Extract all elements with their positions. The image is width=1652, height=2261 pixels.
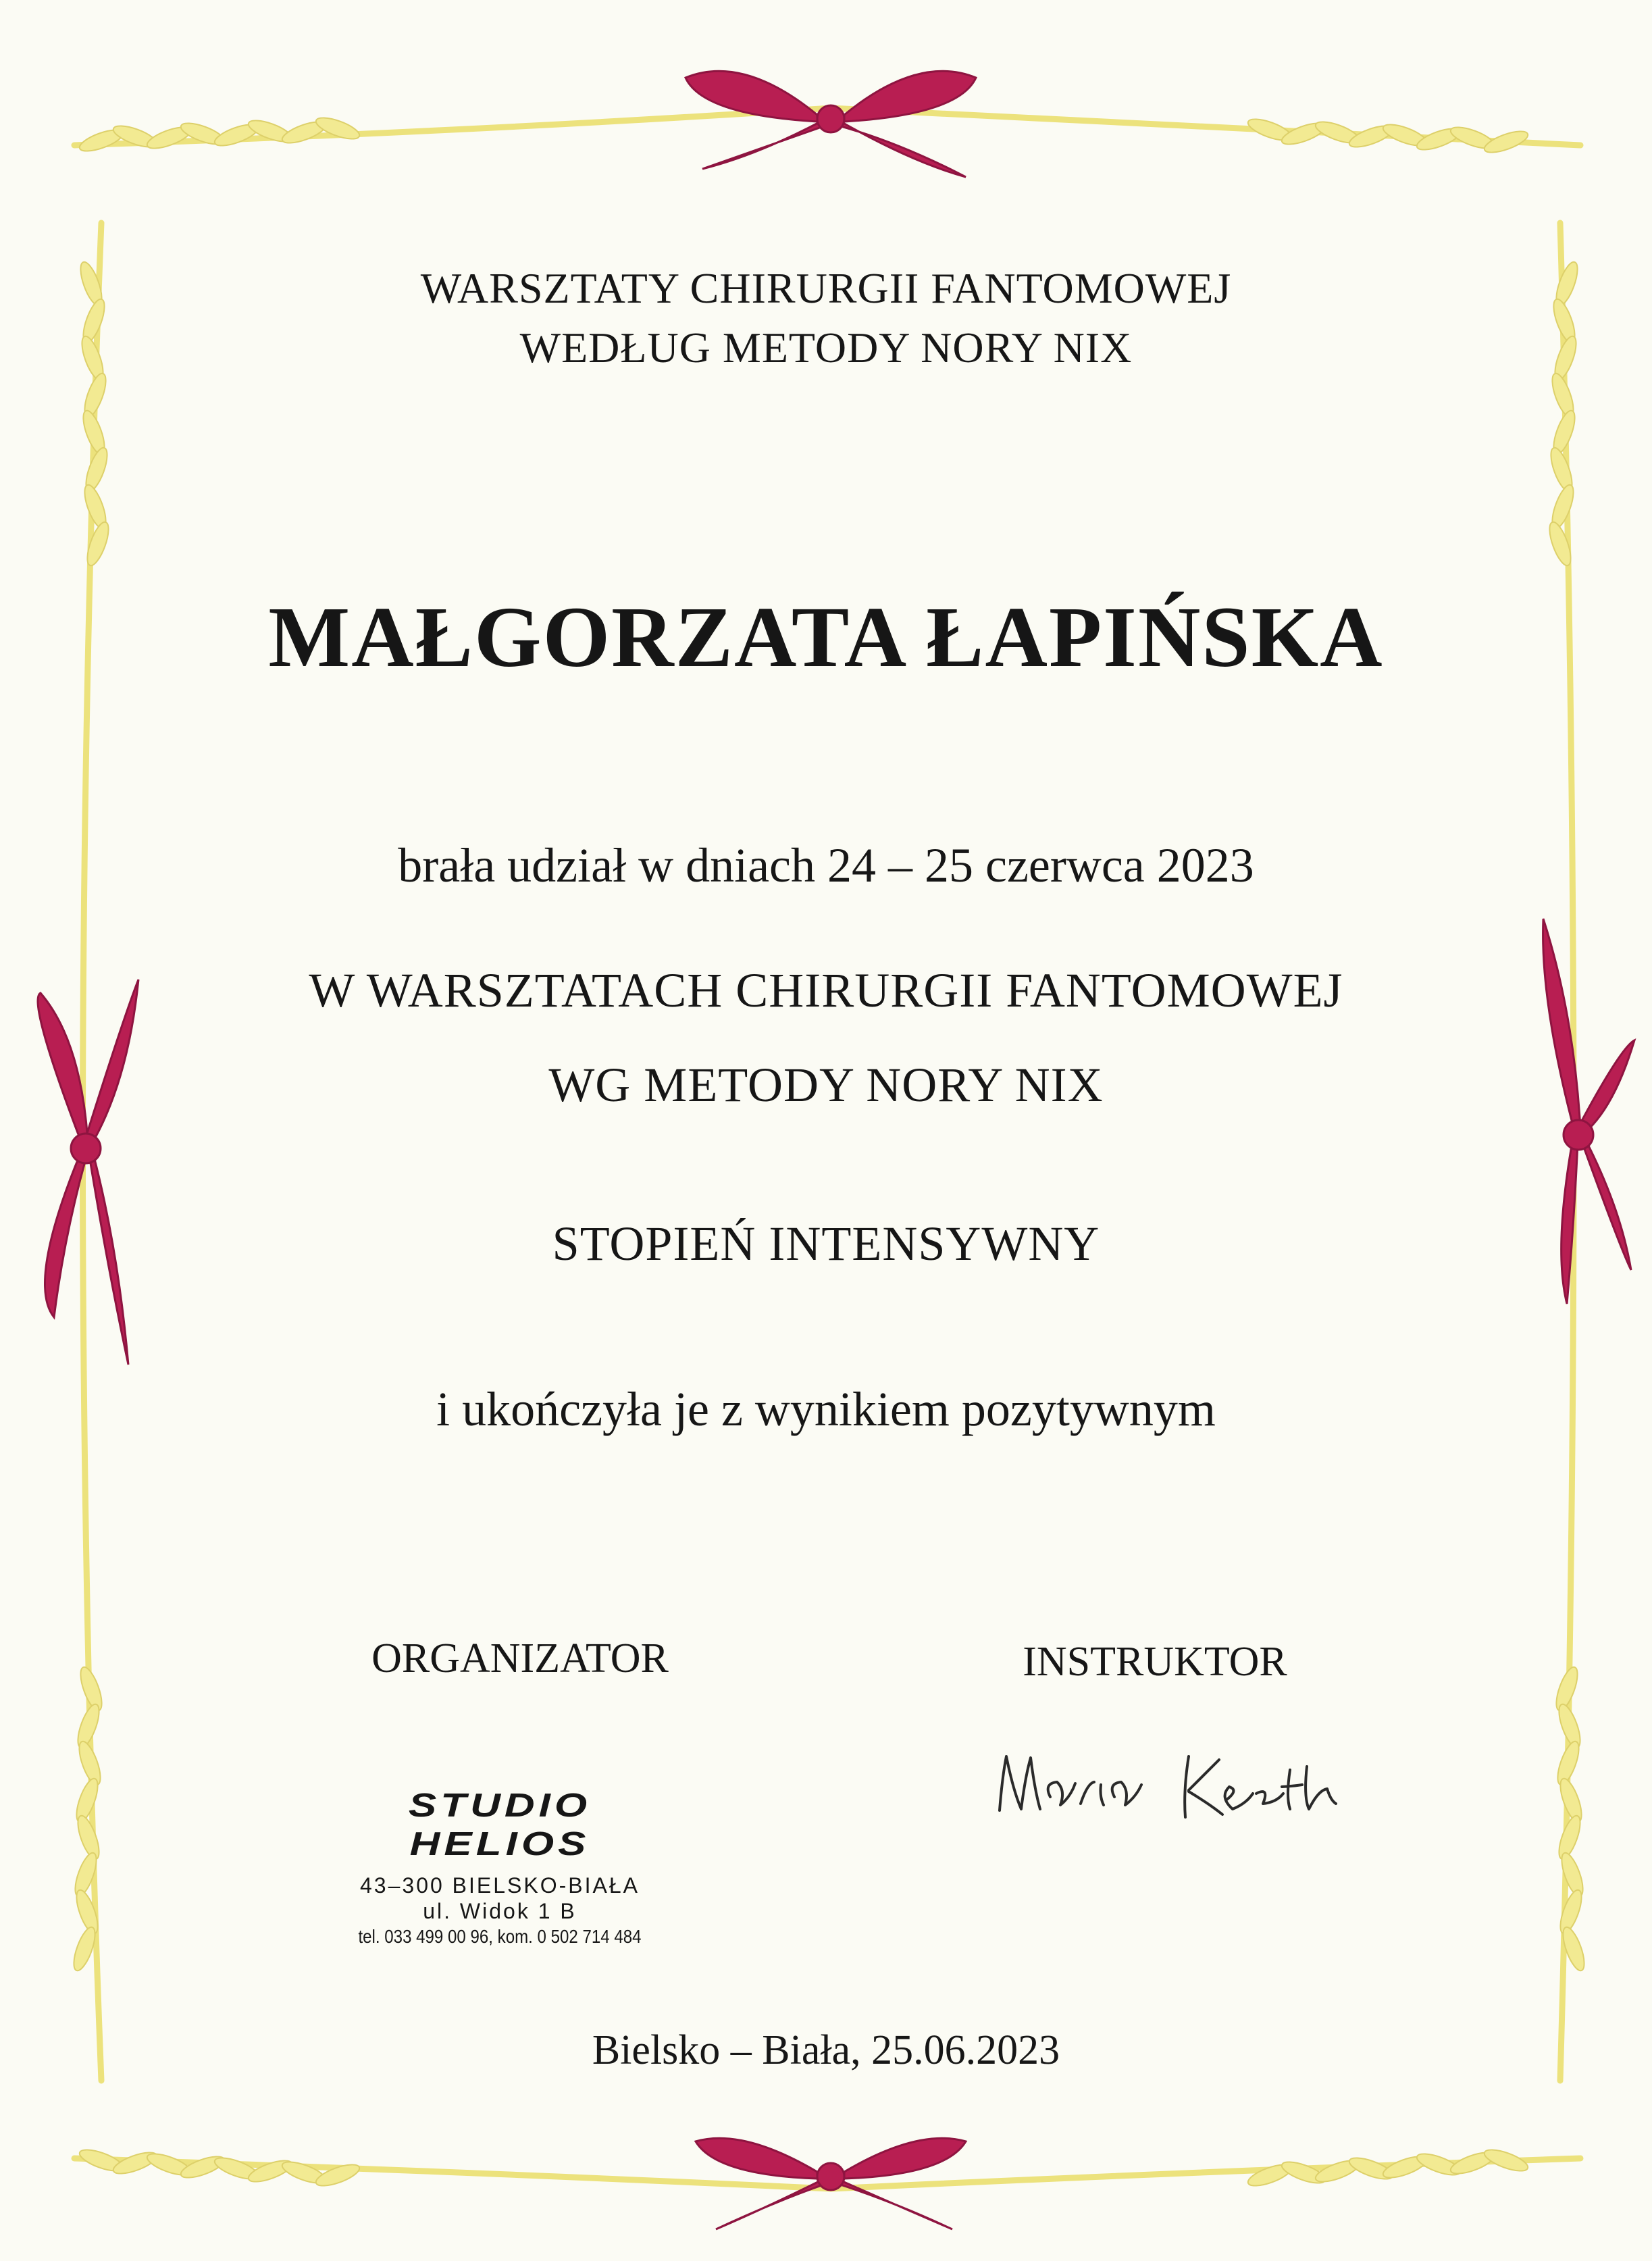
level-text: STOPIEŃ INTENSYWNY <box>552 1217 1100 1271</box>
wheat-ear-top-right <box>1245 115 1530 157</box>
stamp-city: 43–300 BIELSKO-BIAŁA <box>360 1873 640 1898</box>
recipient-name: MAŁGORZATA ŁAPIŃSKA <box>268 589 1384 685</box>
header-line-1: WARSZTATY CHIRURGII FANTOMOWEJ <box>420 264 1232 312</box>
result-text: i ukończyła je z wynikiem pozytywnym <box>436 1382 1216 1436</box>
organizer-stamp <box>311 1777 689 1950</box>
wheat-ear-right-lower <box>1552 1665 1589 1973</box>
workshop-line-1: W WARSZTATACH CHIRURGII FANTOMOWEJ <box>309 963 1343 1017</box>
header-line-2: WEDŁUG METODY NORY NIX <box>519 324 1133 372</box>
instructor-label: INSTRUKTOR <box>1023 1639 1287 1685</box>
wheat-ear-bottom-right <box>1245 2145 1530 2190</box>
workshop-line-2: WG METODY NORY NIX <box>548 1058 1104 1112</box>
stamp-phone: tel. 033 499 00 96, kom. 0 502 714 484 <box>358 1926 642 1947</box>
instructor-signature <box>986 1729 1364 1831</box>
wheat-ear-left-lower <box>70 1665 106 1973</box>
participation-text: brała udział w dniach 24 – 25 czerwca 2023 <box>398 838 1254 892</box>
wheat-stems <box>74 108 1580 2189</box>
ribbon-bow-top <box>686 71 976 177</box>
place-date: Bielsko – Biała, 25.06.2023 <box>592 2027 1060 2073</box>
ribbon-bow-left <box>38 980 138 1365</box>
organizer-label: ORGANIZATOR <box>371 1635 669 1681</box>
stamp-street: ul. Widok 1 B <box>423 1899 577 1923</box>
stamp-name: STUDIO HELIOS <box>408 1787 592 1862</box>
